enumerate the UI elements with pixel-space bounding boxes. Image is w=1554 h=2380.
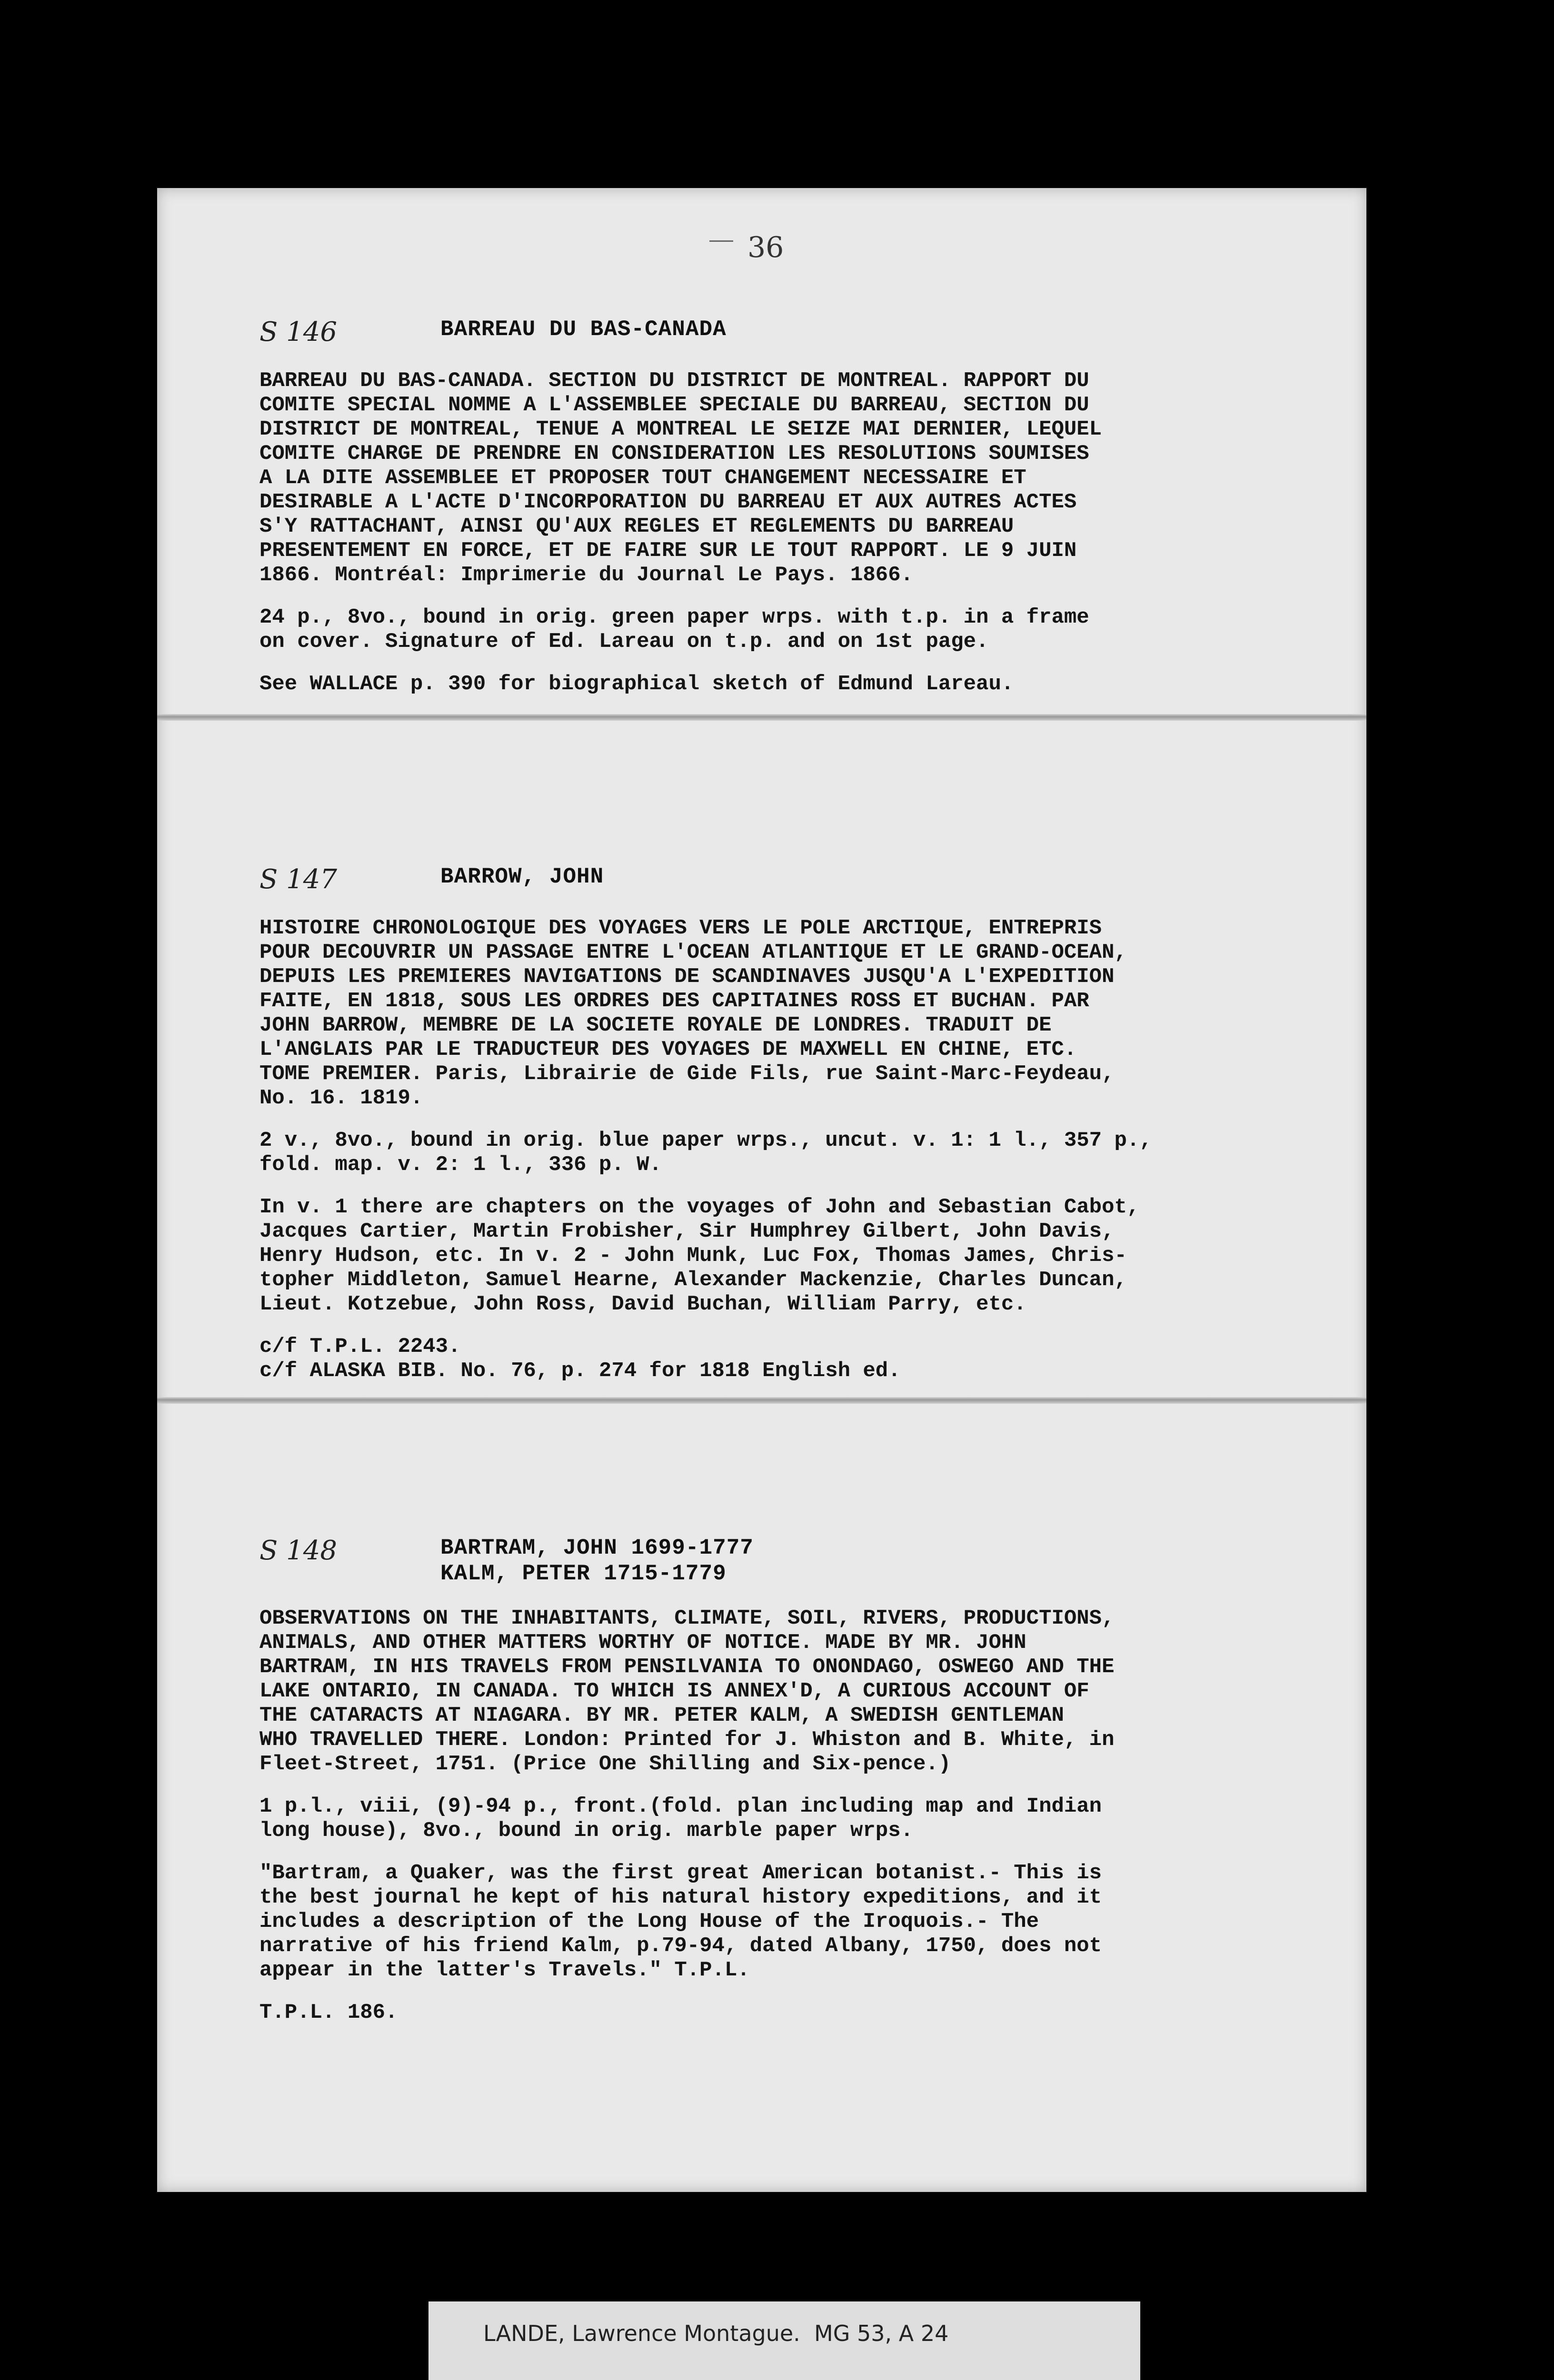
catalog-entry <box>259 317 1293 696</box>
entry-header <box>259 864 1293 916</box>
catalog-entry <box>259 864 1293 1383</box>
entry-title-paragraph: BARREAU DU BAS-CANADA. SECTION DU DISTRICT DE MONTREAL. RAPPORT DU COMITE SPECIAL NOMME A L'ASSEMBLEE SPECIALE DU BARREAU, SECTION DU DISTRICT DE MONTREAL, TENUE A MONTREAL LE SEIZE MAI DERNIER, LEQUEL COMITE CHARGE DE PRENDRE EN CONSIDERATION LES RESOLUTIONS SOUMISES A LA DITE ASSEMBLEE ET PROPOSER TOUT CHANGEMENT NECESSAIRE ET DESIRABLE A L'ACTE D'INCORPORATION DU BARREAU ET AUX AUTRES ACTES S'Y RATTACHANT, AINSI QU'AUX REGLES ET REGLEMENTS DU BARREAU PRESENTEMENT EN FORCE, ET DE FAIRE SUR LE TOUT RAPPORT. LE 9 JUIN 1866. Montréal: Imprimerie du Journal Le Pays. 1866. <box>259 369 1102 587</box>
entry-heading: BARTRAM, JOHN 1699-1777 <box>440 1536 754 1560</box>
catalog-entry <box>259 1535 1293 2025</box>
entry-title-paragraph: HISTOIRE CHRONOLOGIQUE DES VOYAGES VERS LE POLE ARCTIQUE, ENTREPRIS POUR DECOUVRIR UN PASSAGE ENTRE L'OCEAN ATLANTIQUE ET LE GRAND-OCEAN, DEPUIS LES PREMIERES NAVIGATIONS DE SCANDINAVES JUSQU'A L'EXPEDITION FAITE, EN 1818, SOUS LES ORDRES DES CAPITAINES ROSS ET BUCHAN. PAR JOHN BARROW, MEMBRE DE LA SOCIETE ROYALE DE LONDRES. TRADUIT DE L'ANGLAIS PAR LE TRADUCTEUR DES VOYAGES DE MAXWELL EN CHINE, ETC. TOME PREMIER. Paris, Librairie de Gide Fils, rue Saint-Marc-Feydeau, No. 16. 1819. <box>259 916 1127 1110</box>
archive-label-card <box>428 2301 1140 2380</box>
entry-collation: 24 p., 8vo., bound in orig. green paper wrps. with t.p. in a frame on cover. Signature of Ed. Lareau on t.p. and on 1st page. <box>259 605 1089 654</box>
entry-heading: BARREAU DU BAS-CANADA <box>440 317 727 342</box>
entry-note: "Bartram, a Quaker, was the first great American botanist.- This is the best journal he kept of his natural history expeditions, and it includes a description of the Long House of the Iroquois.- The narrative of his friend Kalm, p.79-94, dated Albany, 1750, does not appear in the latter's Travels." T.P.L. <box>259 1861 1102 1982</box>
entry-note: In v. 1 there are chapters on the voyages of John and Sebastian Cabot, Jacques Cartier, Martin Frobisher, Sir Humphrey Gilbert, John Davis, Henry Hudson, etc. In v. 2 - John Munk, Luc Fox, Thomas James, Chris- topher Middleton, Samuel Hearne, Alexander Mackenzie, Charles Duncan, Lieut. Kotzebue, John Ross, David Buchan, William Parry, etc. <box>259 1195 1140 1316</box>
fold-line <box>157 1397 1366 1404</box>
entry-collation: 2 v., 8vo., bound in orig. blue paper wrps., uncut. v. 1: 1 l., 357 p., fold. map. v. 2: 1 l., 336 p. W. <box>259 1129 1152 1177</box>
page-number-dash <box>709 240 733 242</box>
fold-line <box>157 714 1366 721</box>
entry-note: See WALLACE p. 390 for biographical sketch of Edmund Lareau. <box>259 672 1014 696</box>
page-number: 36 <box>747 231 784 264</box>
document-page <box>157 188 1366 2192</box>
entry-collation: 1 p.l., viii, (9)-94 p., front.(fold. plan including map and Indian long house), 8vo., bound in orig. marble paper wrps. <box>259 1795 1102 1843</box>
entry-header <box>259 317 1293 369</box>
entry-header <box>259 1535 1293 1606</box>
entry-headings <box>440 317 727 342</box>
entry-references: c/f T.P.L. 2243. c/f ALASKA BIB. No. 76, p. 274 for 1818 English ed. <box>259 1335 901 1383</box>
entry-headings <box>440 864 604 890</box>
entry-code: S 146 <box>259 317 338 347</box>
entry-references: T.P.L. 186. <box>259 2001 398 2024</box>
entry-code: S 148 <box>259 1535 338 1566</box>
entry-title-paragraph: OBSERVATIONS ON THE INHABITANTS, CLIMATE, SOIL, RIVERS, PRODUCTIONS, ANIMALS, AND OTHER MATTERS WORTHY OF NOTICE. MADE BY MR. JOHN BARTRAM, IN HIS TRAVELS FROM PENSILVANIA TO ONONDAGO, OSWEGO AND THE LAKE ONTARIO, IN CANADA. TO WHICH IS ANNEX'D, A CURIOUS ACCOUNT OF THE CATARACTS AT NIAGARA. BY MR. PETER KALM, A SWEDISH GENTLEMAN WHO TRAVELLED THERE. London: Printed for J. Whiston and B. White, in Fleet-Street, 1751. (Price One Shilling and Six-pence.) <box>259 1606 1115 1776</box>
entry-heading: KALM, PETER 1715-1779 <box>440 1561 727 1586</box>
entry-headings <box>440 1535 754 1587</box>
collection-reference: LANDE, Lawrence Montague. MG 53, A 24 <box>483 2320 949 2346</box>
entry-code: S 147 <box>259 864 338 895</box>
entry-heading: BARROW, JOHN <box>440 864 604 889</box>
